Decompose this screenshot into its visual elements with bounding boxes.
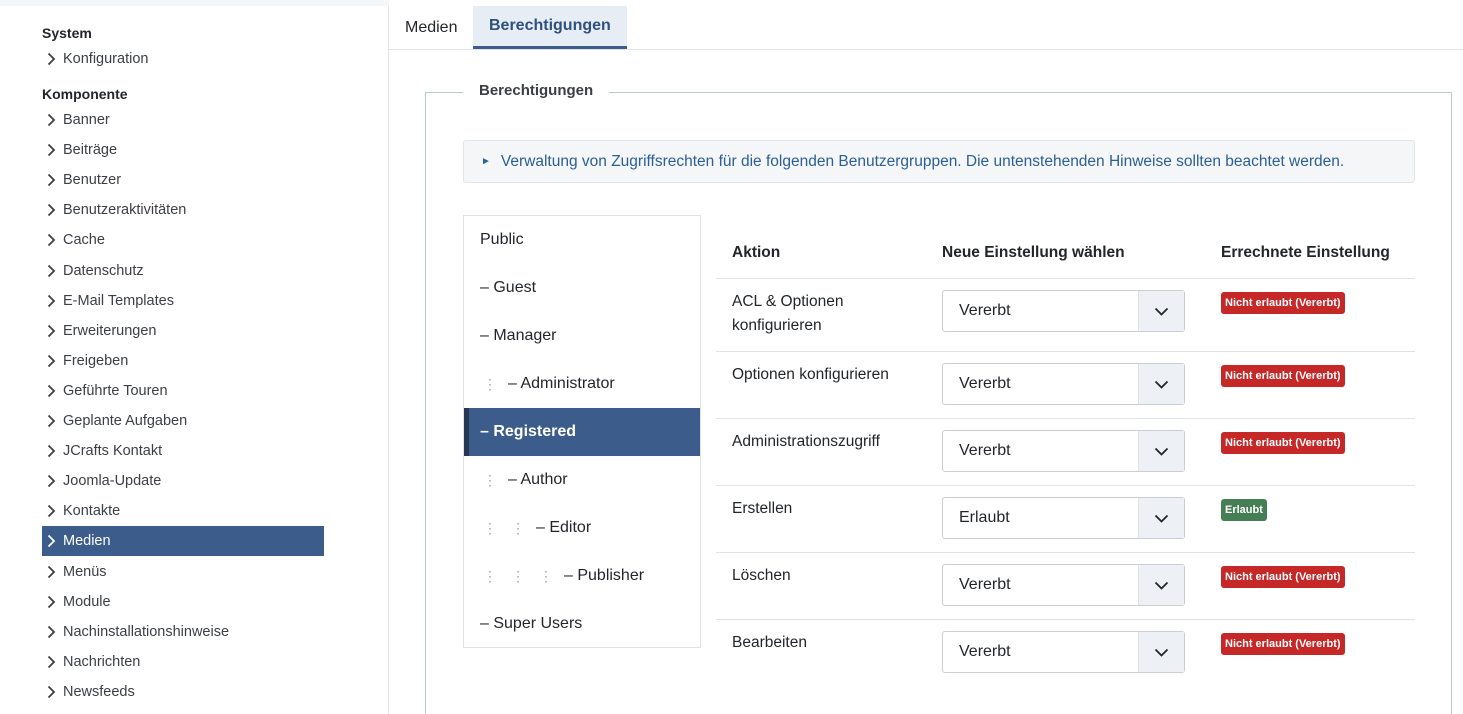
column-header-calculated: Errechnete Einstellung [1221,244,1390,261]
sidebar-item-label: Medien [63,533,111,550]
sidebar-item-label: Datenschutz [63,262,144,279]
chevron-right-icon [42,685,63,699]
permission-action-label: Löschen [732,567,791,584]
sidebar-item-erweiterungen[interactable] [42,316,324,346]
tree-indent-icon: ⋮ [511,567,525,584]
calculated-setting-badge: Nicht erlaubt (Vererbt) [1221,633,1345,655]
user-group-label: – Editor [536,519,592,536]
chevron-right-icon [42,625,63,639]
permission-action-label: ACL & Optionen konfigurieren [732,293,844,334]
row-divider [716,552,1415,553]
user-group-label: – Registered [480,423,577,440]
sidebar-item-label: Cache [63,232,105,249]
sidebar-item-freigeben[interactable] [42,346,324,376]
sidebar-item-nachrichten[interactable] [42,647,324,677]
chevron-right-icon [42,595,63,609]
section-title-komponente: Komponente [42,86,128,102]
row-divider [716,619,1415,620]
sidebar-item-beiträge[interactable] [42,135,324,165]
sidebar [0,0,389,714]
chevron-right-icon [42,143,63,157]
sidebar-item-label: Joomla-Update [63,473,162,490]
notice-text: Verwaltung von Zugriffsrechten für die folgenden Benutzergruppen. Die untenstehenden Hinweise sollten beachtet werden. [500,152,1345,170]
tab-medien[interactable]: Medien [405,18,458,36]
tree-indent-icon: ⋮ [539,567,553,584]
chevron-right-icon [42,444,63,458]
user-group-label: – Publisher [564,567,645,584]
column-header-action: Aktion [732,244,781,261]
row-divider [716,418,1415,419]
chevron-right-icon [42,474,63,488]
tree-indent-icon: ⋮ [511,519,525,536]
sidebar-top-strip [0,0,389,6]
chevron-right-icon [42,655,63,669]
permission-action-label: Bearbeiten [732,634,807,651]
sidebar-item-label: JCrafts Kontakt [63,443,163,460]
chevron-right-icon [42,414,63,428]
triangle-right-icon: ► [481,156,491,167]
sidebar-item-module[interactable] [42,587,324,617]
chevron-down-icon [1138,431,1184,471]
sidebar-item-geplante-aufgaben[interactable] [42,406,324,436]
sidebar-item-label: Benutzeraktivitäten [63,202,187,219]
user-group-item[interactable] [464,216,700,264]
sidebar-item-label: Konfiguration [63,51,149,67]
user-group-label: – Manager [480,327,557,344]
user-group-item[interactable] [464,312,700,360]
user-group-label: Public [480,231,524,248]
sidebar-item-label: Benutzer [63,172,122,189]
chevron-right-icon [42,565,63,579]
user-group-label: – Administrator [508,375,615,392]
user-group-item[interactable] [464,264,700,312]
main-content [389,0,1463,714]
sidebar-item-label: Erweiterungen [63,322,157,339]
chevron-right-icon [42,52,63,66]
select-value: Vererbt [959,643,1011,660]
user-group-item[interactable] [464,456,700,504]
calculated-setting-badge: Nicht erlaubt (Vererbt) [1221,566,1345,588]
chevron-right-icon [42,203,63,217]
sidebar-item-banner[interactable] [42,105,324,135]
sidebar-item-label: Module [63,593,111,610]
sidebar-item-e-mail-templates[interactable] [42,286,324,316]
select-value: Vererbt [959,375,1011,392]
sidebar-item-benutzeraktivitäten[interactable] [42,195,324,225]
chevron-down-icon [1138,632,1184,672]
user-group-item[interactable] [464,360,700,408]
sidebar-item-label: Freigeben [63,352,129,369]
calculated-setting-badge: Nicht erlaubt (Vererbt) [1221,292,1345,314]
user-group-item[interactable] [464,600,700,648]
permissions-notice-toggle[interactable] [463,140,1415,183]
row-divider [716,278,1415,279]
permission-setting-select[interactable] [942,430,1185,472]
chevron-right-icon [42,504,63,518]
sidebar-item-benutzer[interactable] [42,165,324,195]
user-group-item[interactable] [464,552,700,600]
sidebar-item-label: Kontakte [63,503,121,520]
sidebar-item-label: Menüs [63,563,107,580]
sidebar-item-label: Newsfeeds [63,683,135,700]
user-group-item[interactable] [464,504,700,552]
permission-action-label: Erstellen [732,500,793,517]
sidebar-item-newsfeeds[interactable] [42,677,324,707]
tree-indent-icon: ⋮ [483,471,497,488]
row-divider [716,485,1415,486]
tree-indent-icon: ⋮ [483,375,497,392]
sidebar-item-menüs[interactable] [42,557,324,587]
chevron-down-icon [1138,364,1184,404]
permission-action-label: Optionen konfigurieren [732,366,889,383]
permission-action-label: Administrationszugriff [732,433,880,450]
permission-setting-select[interactable] [942,631,1185,673]
sidebar-item-konfiguration[interactable] [42,44,324,74]
tree-indent-icon: ⋮ [483,519,497,536]
permission-setting-select[interactable] [942,497,1185,539]
tree-indent-icon: ⋮ [483,567,497,584]
sidebar-item-label: Geführte Touren [63,382,168,399]
user-group-item[interactable] [464,408,700,456]
sidebar-item-geführte-touren[interactable] [42,376,324,406]
sidebar-item-label: Banner [63,112,110,128]
chevron-right-icon [42,534,63,548]
calculated-setting-badge: Nicht erlaubt (Vererbt) [1221,432,1345,454]
chevron-right-icon [42,354,63,368]
user-group-label: – Author [508,471,568,488]
select-value: Vererbt [959,302,1011,319]
sidebar-item-nachinstallationshinweise[interactable] [42,617,324,647]
sidebar-item-cache[interactable] [42,225,324,255]
chevron-right-icon [42,384,63,398]
tab-berechtigungen[interactable]: Berechtigungen [473,6,627,49]
chevron-right-icon [42,173,63,187]
user-group-label: – Super Users [480,615,583,632]
tab-bar [389,6,1463,50]
sidebar-item-label: Nachinstallationshinweise [63,623,230,640]
chevron-right-icon [42,264,63,278]
sidebar-item-medien[interactable] [42,526,324,556]
chevron-right-icon [42,113,63,127]
permission-setting-select[interactable] [942,363,1185,405]
permission-setting-select[interactable] [942,290,1185,332]
row-divider [716,351,1415,352]
chevron-right-icon [42,324,63,338]
chevron-down-icon [1138,565,1184,605]
sidebar-item-datenschutz[interactable] [42,256,324,286]
sidebar-item-label: Beiträge [63,142,118,159]
user-group-label: – Guest [480,279,537,296]
permissions-legend: Berechtigungen [463,82,609,99]
select-value: Erlaubt [959,509,1010,526]
sidebar-item-jcrafts-kontakt[interactable] [42,436,324,466]
calculated-setting-badge: Erlaubt [1221,499,1267,521]
select-value: Vererbt [959,576,1011,593]
sidebar-item-label: E-Mail Templates [63,292,174,309]
chevron-down-icon [1138,291,1184,331]
sidebar-item-kontakte[interactable] [42,496,324,526]
calculated-setting-badge: Nicht erlaubt (Vererbt) [1221,365,1345,387]
column-header-new-setting: Neue Einstellung wählen [942,244,1125,261]
chevron-down-icon [1138,498,1184,538]
sidebar-item-joomla-update[interactable] [42,466,324,496]
section-title-system: System [42,25,92,41]
sidebar-item-label: Nachrichten [63,653,141,670]
user-group-list [463,215,701,648]
chevron-right-icon [42,294,63,308]
permission-setting-select[interactable] [942,564,1185,606]
sidebar-item-label: Geplante Aufgaben [63,413,188,429]
select-value: Vererbt [959,442,1011,459]
chevron-right-icon [42,233,63,247]
